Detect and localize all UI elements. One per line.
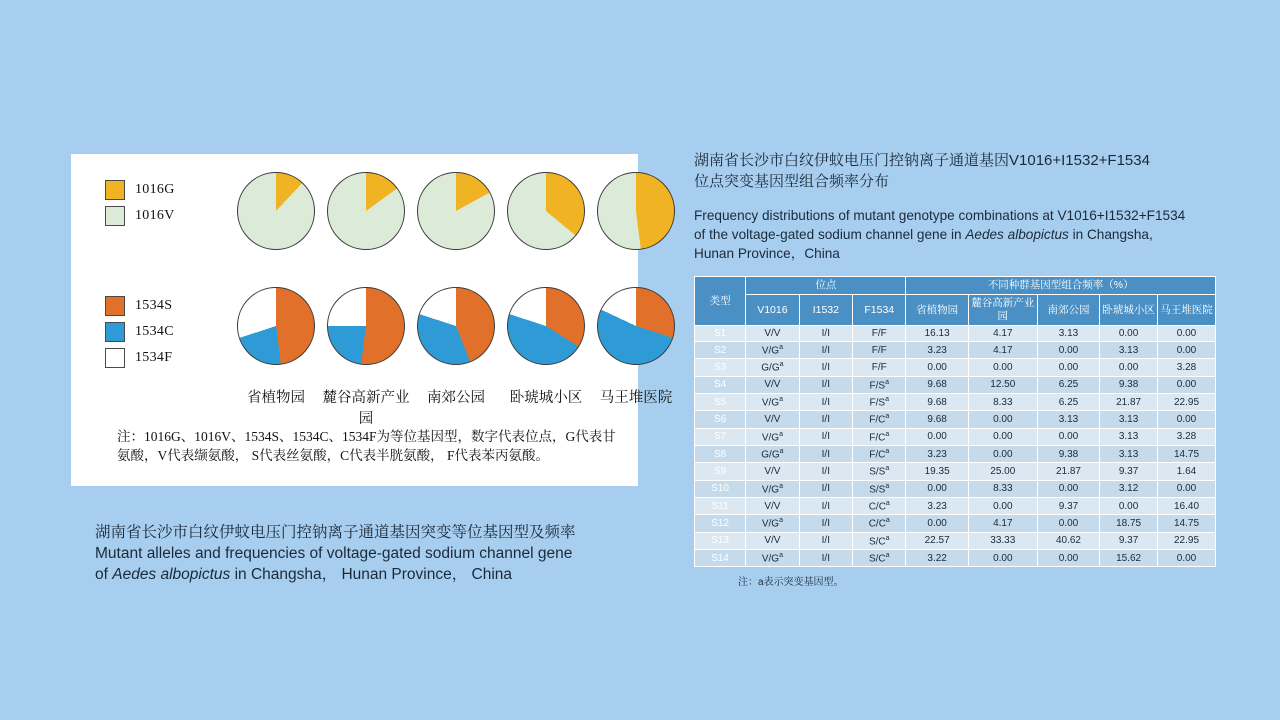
cell-frequency: 0.00 xyxy=(1100,497,1158,514)
legend-label-1534s: 1534S xyxy=(135,298,173,313)
table-subtitle-en1: Frequency distributions of mutant genotype combinations at V1016+I1532+F1534 xyxy=(694,208,1186,223)
table-note: 注：a表示突变基因型。 xyxy=(738,577,844,589)
table-row xyxy=(695,480,1216,497)
legend-swatch-1016g xyxy=(105,180,125,200)
legend-swatch-1534s xyxy=(105,296,125,316)
site-label: 省植物园 xyxy=(247,390,305,406)
pie-slice-group xyxy=(237,172,315,250)
table-row xyxy=(695,428,1216,445)
cell-frequency: 40.62 xyxy=(1037,532,1099,549)
cell-frequency: 8.33 xyxy=(968,393,1037,410)
header-pop-1: 省植物园 xyxy=(906,295,968,326)
cell-frequency: 3.23 xyxy=(906,445,968,462)
cell-i1532: I/I xyxy=(799,445,852,462)
cell-f1534: $C/C^a$ xyxy=(853,515,906,532)
cell-f1534: $F/C^a$ xyxy=(853,445,906,462)
pie-slice-group xyxy=(507,287,585,365)
row-type: S3 xyxy=(695,359,746,376)
pie-chart xyxy=(501,287,591,377)
legend-swatch-1534f xyxy=(105,348,125,368)
cell-f1534: F/F xyxy=(853,342,906,359)
cell-i1532: I/I xyxy=(799,480,852,497)
cell-frequency: 14.75 xyxy=(1158,515,1216,532)
mutant-marker: a xyxy=(885,482,890,490)
cell-frequency: 33.33 xyxy=(968,532,1037,549)
table-row xyxy=(695,463,1216,480)
table-row xyxy=(695,326,1216,342)
cell-frequency: 0.00 xyxy=(1158,411,1216,428)
cell-i1532: I/I xyxy=(799,463,852,480)
cell-frequency: 0.00 xyxy=(968,445,1037,462)
legend-label-1016g: 1016G xyxy=(135,182,175,197)
cell-frequency: 6.25 xyxy=(1037,393,1099,410)
cell-i1532: I/I xyxy=(799,393,852,410)
header-type: 类型 xyxy=(695,277,746,326)
pie-chart xyxy=(591,287,681,377)
cell-frequency: 16.13 xyxy=(906,326,968,342)
pie-chart xyxy=(411,287,501,377)
table-row xyxy=(695,342,1216,359)
cell-frequency: 0.00 xyxy=(906,428,968,445)
cell-i1532: I/I xyxy=(799,342,852,359)
table-row xyxy=(695,497,1216,514)
table-row xyxy=(695,532,1216,549)
table-panel xyxy=(694,150,1234,588)
cell-frequency: 3.12 xyxy=(1100,480,1158,497)
table-header-group-row xyxy=(695,277,1216,295)
legend-1534 xyxy=(105,296,174,374)
cell-frequency: 0.00 xyxy=(906,515,968,532)
cell-v1016: V/V xyxy=(746,376,799,393)
row-type: S13 xyxy=(695,532,746,549)
cell-v1016: $V/G^a$ xyxy=(746,393,799,410)
cell-f1534: F/F xyxy=(853,326,906,342)
cell-frequency: 9.38 xyxy=(1037,445,1099,462)
figure-note: 注：1016G、1016V、1534S、1534C、1534F为等位基因型，数字代表位点，G代表甘氨酸，V代表缬氨酸， S代表丝氨酸，C代表半胱氨酸， F代表苯丙氨酸。 xyxy=(117,429,616,463)
row-type: S6 xyxy=(695,411,746,428)
site-label: 麓谷高新产业园 xyxy=(322,390,410,427)
cell-v1016: $V/G^a$ xyxy=(746,515,799,532)
table-row xyxy=(695,515,1216,532)
row-type: S11 xyxy=(695,497,746,514)
mutant-marker: a xyxy=(885,430,890,438)
legend-item xyxy=(105,348,174,368)
legend-item xyxy=(105,180,175,200)
legend-1016 xyxy=(105,180,175,232)
cell-frequency: 0.00 xyxy=(1100,326,1158,342)
cell-frequency: 9.38 xyxy=(1100,376,1158,393)
table-row xyxy=(695,359,1216,376)
cell-v1016: V/V xyxy=(746,532,799,549)
table-subtitle-en2 xyxy=(694,225,1234,244)
mutant-marker: a xyxy=(779,517,783,525)
mutant-marker: a xyxy=(779,482,783,490)
cell-frequency: 19.35 xyxy=(906,463,968,480)
cell-frequency: 3.13 xyxy=(1100,445,1158,462)
table-title-cn-line1: 湖南省长沙市白纹伊蚊电压门控钠离子通道基因V1016+I1532+F1534 xyxy=(694,152,1150,169)
header-pop-4: 卧琥城小区 xyxy=(1100,295,1158,326)
table-header-row xyxy=(695,295,1216,326)
cell-frequency: 0.00 xyxy=(1158,549,1216,566)
cell-frequency: 9.37 xyxy=(1100,463,1158,480)
cell-frequency: 0.00 xyxy=(1037,515,1099,532)
cell-f1534: $S/S^a$ xyxy=(853,480,906,497)
cell-frequency: 3.13 xyxy=(1100,428,1158,445)
legend-label-1534f: 1534F xyxy=(135,350,173,365)
table-row xyxy=(695,445,1216,462)
cell-i1532: I/I xyxy=(799,549,852,566)
cell-v1016: $G/G^a$ xyxy=(746,359,799,376)
cell-frequency: 21.87 xyxy=(1037,463,1099,480)
cell-frequency: 0.00 xyxy=(968,411,1037,428)
cell-frequency: 0.00 xyxy=(1158,480,1216,497)
cell-frequency: 0.00 xyxy=(906,359,968,376)
pie-chart xyxy=(321,172,411,262)
site-label: 马王堆医院 xyxy=(599,390,673,406)
legend-item xyxy=(105,322,174,342)
pie-chart xyxy=(591,172,681,262)
pie-slice-group xyxy=(507,172,585,250)
table-row xyxy=(695,376,1216,393)
row-type: S1 xyxy=(695,326,746,342)
cell-i1532: I/I xyxy=(799,515,852,532)
cell-frequency: 9.68 xyxy=(906,376,968,393)
pie-slice-group xyxy=(327,287,405,365)
cell-frequency: 4.17 xyxy=(968,342,1037,359)
row-type: S5 xyxy=(695,393,746,410)
table-row xyxy=(695,411,1216,428)
cell-f1534: F/F xyxy=(853,359,906,376)
mutant-marker: a xyxy=(779,361,784,369)
cell-v1016: $V/G^a$ xyxy=(746,480,799,497)
cell-frequency: 14.75 xyxy=(1158,445,1216,462)
mutant-marker: a xyxy=(885,447,890,455)
cell-i1532: I/I xyxy=(799,359,852,376)
site-label: 南郊公园 xyxy=(427,390,485,406)
row-type: S12 xyxy=(695,515,746,532)
table-body xyxy=(695,326,1216,567)
cell-frequency: 4.17 xyxy=(968,326,1037,342)
cell-f1534: $F/C^a$ xyxy=(853,428,906,445)
cell-frequency: 3.22 xyxy=(906,549,968,566)
pie-chart xyxy=(501,172,591,262)
cell-frequency: 0.00 xyxy=(1158,326,1216,342)
cell-i1532: I/I xyxy=(799,428,852,445)
legend-label-1534c: 1534C xyxy=(135,324,174,339)
row-type: S8 xyxy=(695,445,746,462)
pie-chart xyxy=(231,172,321,262)
legend-swatch-1534c xyxy=(105,322,125,342)
subtitle-species-name: Aedes albopictus xyxy=(965,227,1069,242)
table-subtitle-en3: Hunan Province，China xyxy=(694,246,840,261)
header-i1532: I1532 xyxy=(799,295,852,326)
table-subtitle xyxy=(694,206,1234,263)
cell-frequency: 0.00 xyxy=(1037,480,1099,497)
cell-frequency: 22.95 xyxy=(1158,532,1216,549)
cell-frequency: 8.33 xyxy=(968,480,1037,497)
header-f1534: F1534 xyxy=(853,295,906,326)
cell-frequency: 9.37 xyxy=(1100,532,1158,549)
cell-frequency: 0.00 xyxy=(1037,428,1099,445)
header-pop-5: 马王堆医院 xyxy=(1158,295,1216,326)
cell-frequency: 0.00 xyxy=(1158,376,1216,393)
figure-caption-cn: 湖南省长沙市白纹伊蚊电压门控钠离子通道基因突变等位基因型及频率 xyxy=(95,524,576,541)
cell-frequency: 6.25 xyxy=(1037,376,1099,393)
caption-en2-post: in Changsha， Hunan Province， China xyxy=(230,566,513,583)
cell-frequency: 0.00 xyxy=(968,497,1037,514)
cell-f1534: $C/C^a$ xyxy=(853,497,906,514)
cell-v1016: V/V xyxy=(746,463,799,480)
cell-frequency: 3.23 xyxy=(906,497,968,514)
pie-slice-group xyxy=(327,172,405,250)
table-title xyxy=(694,150,1234,192)
header-v1016: V1016 xyxy=(746,295,799,326)
cell-v1016: $V/G^a$ xyxy=(746,549,799,566)
cell-frequency: 9.68 xyxy=(906,411,968,428)
cell-i1532: I/I xyxy=(799,411,852,428)
cell-frequency: 0.00 xyxy=(1037,342,1099,359)
mutant-marker: a xyxy=(885,395,889,403)
cell-frequency: 3.13 xyxy=(1037,411,1099,428)
pie-slice-group xyxy=(597,172,675,250)
cell-frequency: 3.28 xyxy=(1158,359,1216,376)
pie-slice-group xyxy=(597,287,675,365)
mutant-marker: a xyxy=(779,447,784,455)
header-group-frequency: 不同种群基因型组合频率（%） xyxy=(906,277,1216,295)
cell-f1534: $S/S^a$ xyxy=(853,463,906,480)
cell-frequency: 12.50 xyxy=(968,376,1037,393)
legend-label-1016v: 1016V xyxy=(135,208,175,223)
cell-f1534: $F/S^a$ xyxy=(853,393,906,410)
mutant-marker: a xyxy=(885,378,889,386)
mutant-marker: a xyxy=(885,534,890,542)
cell-frequency: 21.87 xyxy=(1100,393,1158,410)
row-type: S9 xyxy=(695,463,746,480)
cell-frequency: 3.13 xyxy=(1100,342,1158,359)
caption-en2-pre: of xyxy=(95,566,113,583)
mutant-marker: a xyxy=(885,499,890,507)
cell-frequency: 0.00 xyxy=(1158,342,1216,359)
pie-chart xyxy=(231,287,321,377)
legend-item xyxy=(105,296,174,316)
cell-v1016: V/V xyxy=(746,326,799,342)
cell-frequency: 3.23 xyxy=(906,342,968,359)
cell-v1016: $V/G^a$ xyxy=(746,428,799,445)
cell-i1532: I/I xyxy=(799,497,852,514)
mutant-marker: a xyxy=(779,430,783,438)
row-type: S2 xyxy=(695,342,746,359)
cell-frequency: 0.00 xyxy=(968,549,1037,566)
pie-chart xyxy=(321,287,411,377)
cell-v1016: $V/G^a$ xyxy=(746,342,799,359)
cell-frequency: 18.75 xyxy=(1100,515,1158,532)
cell-frequency: 25.00 xyxy=(968,463,1037,480)
mutant-marker: a xyxy=(885,413,890,421)
figure-caption-en2 xyxy=(95,564,655,585)
cell-frequency: 16.40 xyxy=(1158,497,1216,514)
mutant-marker: a xyxy=(885,517,890,525)
cell-v1016: $G/G^a$ xyxy=(746,445,799,462)
cell-i1532: I/I xyxy=(799,326,852,342)
pie-chart xyxy=(411,172,501,262)
cell-frequency: 9.68 xyxy=(906,393,968,410)
subtitle-en2-pre: of the voltage-gated sodium channel gene in xyxy=(694,227,966,242)
subtitle-en2-post: in Changsha, xyxy=(1068,227,1153,242)
header-group-loci: 位点 xyxy=(746,277,906,295)
cell-frequency: 0.00 xyxy=(1100,359,1158,376)
row-type: S10 xyxy=(695,480,746,497)
mutant-marker: a xyxy=(779,551,783,559)
cell-frequency: 22.57 xyxy=(906,532,968,549)
figure-caption xyxy=(95,522,655,585)
pie-slice-group xyxy=(237,287,315,365)
row-type: S7 xyxy=(695,428,746,445)
figure-panel xyxy=(71,154,673,486)
legend-swatch-1016v xyxy=(105,206,125,226)
cell-i1532: I/I xyxy=(799,376,852,393)
cell-f1534: $S/C^a$ xyxy=(853,549,906,566)
pie-slice-group xyxy=(417,287,495,365)
site-label: 卧琥城小区 xyxy=(509,390,583,406)
table-head xyxy=(695,277,1216,326)
cell-frequency: 9.37 xyxy=(1037,497,1099,514)
legend-item xyxy=(105,206,175,226)
cell-frequency: 1.64 xyxy=(1158,463,1216,480)
mutant-marker: a xyxy=(885,551,890,559)
cell-frequency: 15.62 xyxy=(1100,549,1158,566)
cell-f1534: $S/C^a$ xyxy=(853,532,906,549)
cell-frequency: 0.00 xyxy=(1037,549,1099,566)
pie-slice-group xyxy=(417,172,495,250)
header-pop-3: 南郊公园 xyxy=(1037,295,1099,326)
mutant-marker: a xyxy=(779,395,783,403)
row-type: S14 xyxy=(695,549,746,566)
cell-frequency: 0.00 xyxy=(1037,359,1099,376)
cell-frequency: 22.95 xyxy=(1158,393,1216,410)
figure-caption-en1: Mutant alleles and frequencies of voltage-gated sodium channel gene xyxy=(95,545,573,562)
cell-f1534: $F/C^a$ xyxy=(853,411,906,428)
row-type: S4 xyxy=(695,376,746,393)
cell-frequency: 4.17 xyxy=(968,515,1037,532)
cell-frequency: 0.00 xyxy=(968,359,1037,376)
caption-species-name: Aedes albopictus xyxy=(112,566,231,583)
table-row xyxy=(695,393,1216,410)
genotype-frequency-table xyxy=(694,276,1216,567)
cell-f1534: $F/S^a$ xyxy=(853,376,906,393)
cell-v1016: V/V xyxy=(746,411,799,428)
cell-frequency: 0.00 xyxy=(968,428,1037,445)
table-row xyxy=(695,549,1216,566)
cell-frequency: 3.28 xyxy=(1158,428,1216,445)
cell-frequency: 3.13 xyxy=(1100,411,1158,428)
cell-i1532: I/I xyxy=(799,532,852,549)
cell-v1016: V/V xyxy=(746,497,799,514)
table-title-cn-line2: 位点突变基因型组合频率分布 xyxy=(694,173,890,190)
mutant-marker: a xyxy=(779,344,783,351)
cell-frequency: 0.00 xyxy=(906,480,968,497)
header-pop-2: 麓谷高新产业园 xyxy=(968,295,1037,326)
mutant-marker: a xyxy=(885,465,890,473)
cell-frequency: 3.13 xyxy=(1037,326,1099,342)
